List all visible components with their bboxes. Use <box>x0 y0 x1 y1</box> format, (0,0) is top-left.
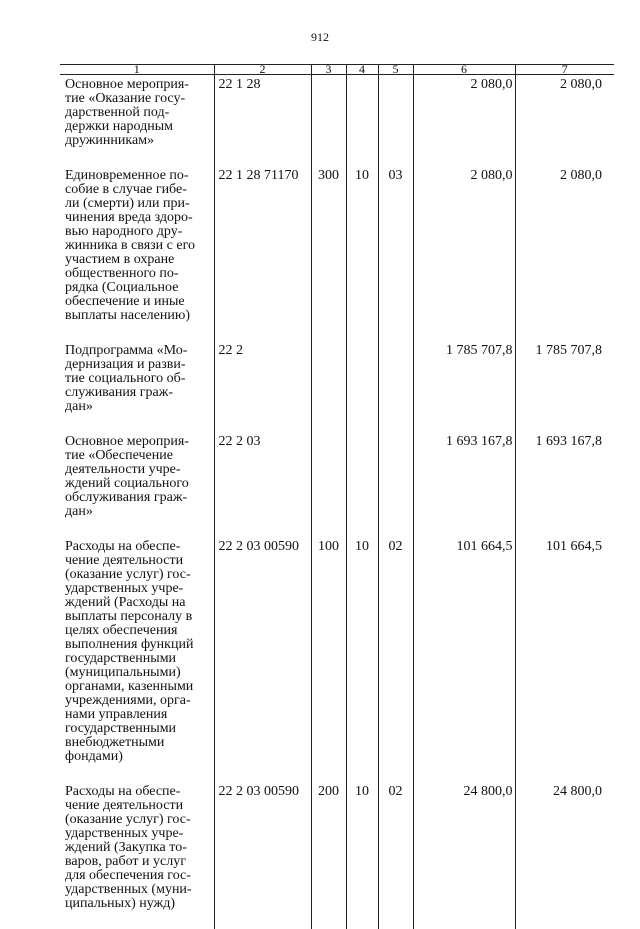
row-name-cell <box>60 341 214 432</box>
column-header-4: 4 <box>346 65 378 75</box>
row-name-cell <box>60 782 214 929</box>
row-code-cell: 22 1 28 71170 <box>214 166 311 341</box>
row-name-line: (муниципальными) <box>65 666 212 680</box>
row-name-line: фондами) <box>65 750 212 764</box>
row-name-line: ударственных учре- <box>65 827 212 841</box>
row-name-line: нами управления <box>65 708 212 722</box>
table-row <box>60 432 614 537</box>
row-name-line: дарственной под- <box>65 106 212 120</box>
row-name-cell <box>60 166 214 341</box>
row-name-line: ципальных) нужд) <box>65 897 212 911</box>
row-name-line: ждений (Расходы на <box>65 596 212 610</box>
row-name-line: Расходы на обеспе- <box>65 540 212 554</box>
row-name-line: Основное мероприя- <box>65 435 212 449</box>
row-name-line: чинения вреда здоро- <box>65 211 212 225</box>
row-name-line: целях обеспечения <box>65 624 212 638</box>
row-name-line: дернизация и разви- <box>65 358 212 372</box>
page-number: 912 <box>0 30 640 45</box>
row-col3-cell: 100 <box>311 537 346 782</box>
row-name-line: дружинникам» <box>65 134 212 148</box>
row-col7-cell: 2 080,0 <box>515 166 614 341</box>
budget-table <box>60 64 614 929</box>
row-col6-cell: 101 664,5 <box>413 537 515 782</box>
row-col7-cell: 1 785 707,8 <box>515 341 614 432</box>
row-col4-cell: 10 <box>346 782 378 929</box>
table-row <box>60 782 614 929</box>
column-header-2: 2 <box>214 65 311 75</box>
row-col6-cell: 24 800,0 <box>413 782 515 929</box>
row-name-line: обслуживания граж- <box>65 491 212 505</box>
row-name-line: тие «Оказание госу- <box>65 92 212 106</box>
row-code-cell: 22 2 03 <box>214 432 311 537</box>
row-name-line: для обеспечения гос- <box>65 869 212 883</box>
row-name-line: обеспечение и иные <box>65 295 212 309</box>
row-name-line: держки народным <box>65 120 212 134</box>
table-body <box>60 75 614 929</box>
row-name-line: (оказание услуг) гос- <box>65 813 212 827</box>
row-col6-cell: 1 785 707,8 <box>413 341 515 432</box>
row-name-line: вью народного дру- <box>65 225 212 239</box>
row-code-cell: 22 2 03 00590 <box>214 782 311 929</box>
row-name-line: ждений социального <box>65 477 212 491</box>
column-header-1: 1 <box>60 65 214 75</box>
row-col7-cell: 24 800,0 <box>515 782 614 929</box>
row-col4-cell <box>346 341 378 432</box>
row-name-line: органами, казенными <box>65 680 212 694</box>
row-code-cell: 22 2 03 00590 <box>214 537 311 782</box>
row-name-line: учреждениями, орга- <box>65 694 212 708</box>
table-row <box>60 166 614 341</box>
row-name-line: чение деятельности <box>65 799 212 813</box>
row-name-line: служивания граж- <box>65 386 212 400</box>
row-name-line: ударственных (муни- <box>65 883 212 897</box>
row-name-line: рядка (Социальное <box>65 281 212 295</box>
row-col3-cell <box>311 75 346 167</box>
column-header-7: 7 <box>515 65 614 75</box>
row-name-cell <box>60 75 214 167</box>
row-col5-cell: 02 <box>378 782 413 929</box>
row-name-line: дан» <box>65 505 212 519</box>
row-col3-cell: 200 <box>311 782 346 929</box>
row-name-line: общественного по- <box>65 267 212 281</box>
column-header-5: 5 <box>378 65 413 75</box>
budget-table-wrapper <box>60 64 614 905</box>
row-name-line: Единовременное по- <box>65 169 212 183</box>
row-col3-cell <box>311 432 346 537</box>
row-name-cell <box>60 432 214 537</box>
column-header-3: 3 <box>311 65 346 75</box>
row-name-line: чение деятельности <box>65 554 212 568</box>
row-name-line: дан» <box>65 400 212 414</box>
row-col3-cell: 300 <box>311 166 346 341</box>
row-name-line: ударственных учре- <box>65 582 212 596</box>
row-name-line: Расходы на обеспе- <box>65 785 212 799</box>
row-col3-cell <box>311 341 346 432</box>
row-code-cell: 22 1 28 <box>214 75 311 167</box>
row-name-line: участием в охране <box>65 253 212 267</box>
table-row <box>60 75 614 167</box>
row-col6-cell: 2 080,0 <box>413 75 515 167</box>
row-name-cell <box>60 537 214 782</box>
row-name-line: тие социального об- <box>65 372 212 386</box>
row-name-line: деятельности учре- <box>65 463 212 477</box>
row-name-line: ждений (Закупка то- <box>65 841 212 855</box>
row-col7-cell: 101 664,5 <box>515 537 614 782</box>
row-col5-cell <box>378 75 413 167</box>
column-header-6: 6 <box>413 65 515 75</box>
row-name-line: тие «Обеспечение <box>65 449 212 463</box>
table-row <box>60 341 614 432</box>
row-col4-cell <box>346 432 378 537</box>
row-name-line: ли (смерти) или при- <box>65 197 212 211</box>
row-col5-cell <box>378 432 413 537</box>
row-name-line: Подпрограмма «Мо- <box>65 344 212 358</box>
row-col7-cell: 1 693 167,8 <box>515 432 614 537</box>
row-name-line: Основное мероприя- <box>65 78 212 92</box>
row-col5-cell: 03 <box>378 166 413 341</box>
row-name-line: (оказание услуг) гос- <box>65 568 212 582</box>
row-code-cell: 22 2 <box>214 341 311 432</box>
table-row <box>60 537 614 782</box>
row-name-line: жинника в связи с его <box>65 239 212 253</box>
row-name-line: государственными <box>65 652 212 666</box>
row-name-line: выплаты персоналу в <box>65 610 212 624</box>
row-name-line: государственными <box>65 722 212 736</box>
row-col6-cell: 2 080,0 <box>413 166 515 341</box>
row-name-line: внебюджетными <box>65 736 212 750</box>
row-col4-cell <box>346 75 378 167</box>
row-name-line: собие в случае гибе- <box>65 183 212 197</box>
row-col4-cell: 10 <box>346 166 378 341</box>
header-row <box>60 65 614 75</box>
row-col4-cell: 10 <box>346 537 378 782</box>
row-col6-cell: 1 693 167,8 <box>413 432 515 537</box>
row-col5-cell <box>378 341 413 432</box>
row-name-line: выполнения функций <box>65 638 212 652</box>
row-name-line: выплаты населению) <box>65 309 212 323</box>
row-col5-cell: 02 <box>378 537 413 782</box>
row-name-line: варов, работ и услуг <box>65 855 212 869</box>
row-col7-cell: 2 080,0 <box>515 75 614 167</box>
